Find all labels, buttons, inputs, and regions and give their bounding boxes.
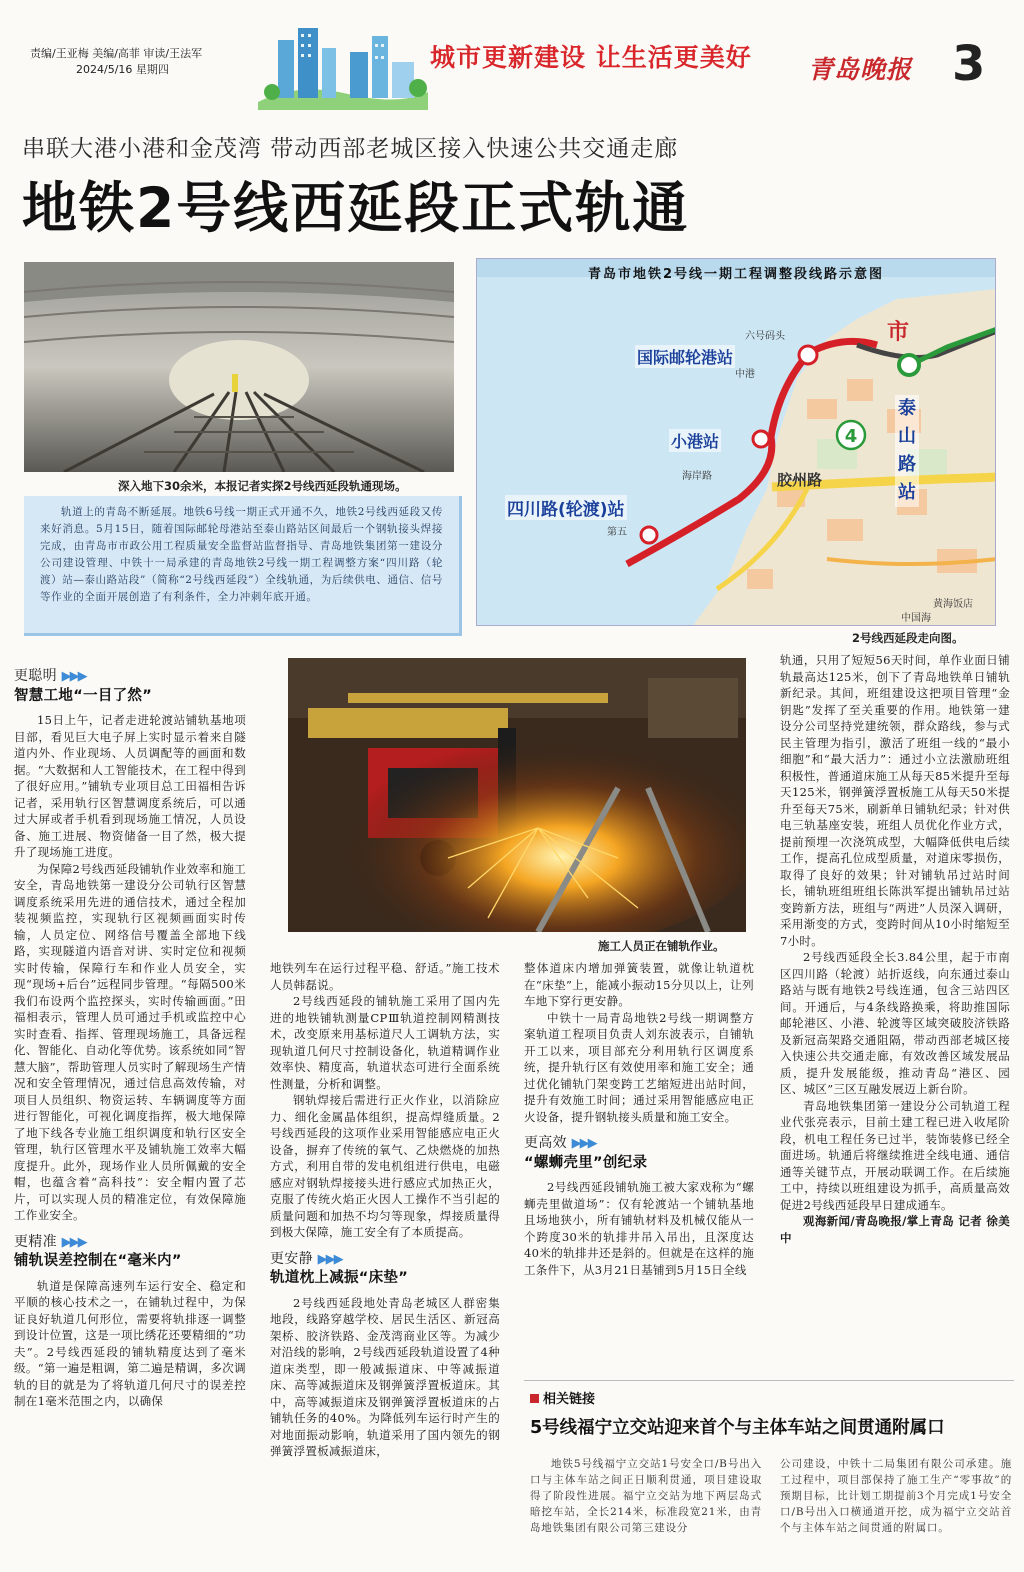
station-label-sichuan-road: 四川路(轮渡)站	[505, 495, 627, 520]
track-laying-photo	[288, 658, 746, 932]
column-3	[524, 960, 754, 1278]
section-kicker-precise: 更精准 ▶▶▶	[14, 1233, 86, 1250]
section-kicker-efficient: 更高效 ▶▶▶	[524, 1135, 596, 1151]
paragraph: 轨道是保障高速列车运行安全、稳定和平顺的核心技术之一，在铺轨过程中，为保证良好轨道几何形位，需要将轨排逐一调整到设计位置，这是一项比绣花还要精细的“功夫”。2号线西延段的铺轨精度达到了毫米级。“第一遍是粗调，第二遍是精调，多次调轨的目的就是为了将轨道几何尺寸的误差控制在1毫米范围之内，以确保	[14, 1278, 246, 1408]
editor-credits: 责编/王亚梅 美编/高菲 审读/王法军	[30, 47, 203, 60]
related-link-tag: 相关链接	[530, 1388, 595, 1407]
section-title-smart-site: 智慧工地“一目了然”	[14, 687, 153, 704]
issue-date: 2024/5/16 星期四	[76, 63, 169, 76]
paragraph: 青岛地铁集团第一建设分公司轨道工程业代张亮表示，目前土建工程已进入收尾阶段，机电工程任务已过半，装饰装修已经全面进场。轨通后将继续推进全线电通、通信通等关键节点，开展动联调工作。在后续施工中，持续以班组建设为抓手，高质量高效促进2号线西延段早日建成通车。	[780, 1098, 1010, 1212]
station-label-cruise-port: 国际邮轮港站	[635, 345, 735, 368]
paragraph: 2号线西延段的铺轨施工采用了国内先进的地铁铺轨测量CPⅢ轨道控制网精测技术，改变原来用基标道尺人工调轨方法，实现轨道几何尺寸控制设备化，轨道精调作业效率快、精度高，轨道状态可进行全面系统性测量，分析和调整。	[270, 994, 500, 1091]
column-4	[780, 652, 1010, 1246]
related-column-right	[780, 1456, 1012, 1536]
section-slogan: 城市更新建设 让生活更美好	[430, 43, 752, 72]
section-title-record: “螺蛳壳里”创纪录	[524, 1154, 648, 1171]
map-place-label: 海岸路	[682, 471, 712, 482]
city-skyline-illustration	[258, 22, 428, 110]
map-caption: 2号线西延段走向图。	[852, 631, 964, 645]
byline: 观海新闻/青岛晚报/掌上青岛 记者 徐美中	[780, 1214, 1010, 1245]
kicker-arrows-icon: ▶▶▶	[571, 1136, 596, 1151]
map-title: 青岛市地铁2号线一期工程调整段线路示意图	[587, 267, 885, 282]
article-headline: 地铁2号线西延段正式轨通	[22, 176, 690, 240]
tunnel-photo-caption: 深入地下30余米，本报记者实探2号线西延段轨通现场。	[118, 479, 407, 493]
paragraph: 2号线西延段地处青岛老城区人群密集地段，线路穿越学校、居民生活区、新冠高架桥、胶济铁路、金茂湾商业区等。为减少对沿线的影响，2号线西延段轨道设置了4种道床类型，即一般减振道床、中等减振道床、高等减振道床及钢弹簧浮置板道床。其中，高等减振道床及钢弹簧浮置板道床的占铺轨任务的40%。为降低列车运行时产生的对地面振动影响，轨道采用了国内领先的钢弹簧浮置板减振道床，	[270, 1295, 500, 1458]
column-2	[270, 960, 500, 1460]
station-label-xiaogang: 小港站	[669, 429, 721, 452]
newspaper-logo: 青岛晚报	[808, 55, 913, 84]
related-headline: 5号线福宁立交站迎来首个与主体车站之间贯通附属口	[530, 1418, 945, 1438]
tunnel-photo	[24, 262, 454, 472]
page-number: 3	[952, 36, 986, 92]
kicker-arrows-icon: ▶▶▶	[317, 1251, 342, 1267]
map-place-label: 黄海饭店	[933, 599, 973, 610]
column-1	[14, 668, 246, 1410]
map-place-label: 胶州路	[777, 471, 823, 489]
paragraph: 整体道床内增加弹簧装置，就像让轨道枕在“床垫”上，能减小振动15分贝以上，让列车地下穿行更安静。	[524, 961, 754, 1008]
article-deck: 串联大港小港和金茂湾 带动西部老城区接入快速公共交通走廊	[22, 136, 679, 162]
kicker-arrows-icon: ▶▶▶	[61, 669, 86, 684]
line-4-badge: 4	[844, 426, 858, 447]
paragraph: 地铁5号线福宁立交站1号安全口/B号出入口与主体车站之间正日顺利贯通，项目建设取得了阶段性进展。福宁立交站为地下两层岛式暗挖车站，全长214米，标准段宽21米，由青岛地铁集团有限公司第三建设分	[530, 1458, 762, 1534]
paragraph: 中铁十一局青岛地铁2号线一期调整方案轨道工程项目负责人刘东波表示，自铺轨开工以来，项目部充分利用轨行区调度系统，提升轨行区有效使用率和施工安全；通过优化铺轨门架变跨工艺缩短进出站时间，提升有效施工时间；通过采用智能感应电正火设备，提升钢轨接头质量和施工安全。	[524, 1010, 754, 1124]
route-map	[476, 258, 996, 626]
related-column-left	[530, 1456, 762, 1536]
paragraph: 为保障2号线西延段铺轨作业效率和施工安全，青岛地铁第一建设分公司轨行区智慧调度系统采用先进的通信技术，通过全程加装视频监控，实现轨行区视频画面实时传输，人员定位、网络信号覆盖全部地下线路，实现隧道内语音对讲、实时定位和视频实时传输，保障行车和作业人员安全，实现“现场+后台”远程同步管理。“每隔500米我们布设两个监控探头，实时传输画面。”田福相表示，管理人员可通过手机或监控中心实时查看、指挥、管理现场施工，具备远程化、智能化、自动化等优势。该系统如同“智慧大脑”，帮助管理人员实时了解现场生产情况和安全管理情况，通过信息高效传输，对项目人员组织、物资运转、车辆调度等方面进行智能化，可视化调度指挥，极大地保障了地下线各专业施工组织调度和轨行区安全管理，轨行区管理水平及铺轨施工效率大幅度提升。此外，现场作业人员所佩戴的安全帽，也蕴含着“高科技”：安全帽内置了芯片，可以实现人员的精准定位，有效保障施工作业安全。	[14, 861, 246, 1222]
paragraph: 钢轨焊接后需进行正火作业，以消除应力、细化金属晶体组织，提高焊缝质量。2号线西延段的这项作业采用智能感应电正火设备，摒弃了传统的氧气、乙炔燃烧的加热方式，利用自带的发电机组进行供电，电磁感应对钢轨焊接接头进行感应式加热正火，克服了传统火焰正火因人工操作不当引起的质量问题和加热不均匀等现象，焊接质量得到极大保障，施工安全有了本质提高。	[270, 1093, 500, 1239]
kicker-arrows-icon: ▶▶▶	[61, 1234, 86, 1250]
article-intro: 轨道上的青岛不断延展。地铁6号线一期正式开通不久，地铁2号线西延段又传来好消息。5月15日，随着国际邮轮母港站至泰山路站区间最后一个钢轨接头焊接完成，由青岛市市政公用工程质量安全监督站监督指导、青岛地铁集团第一建设分公司建设管理、中铁十一局承建的青岛地铁2号线一期工程调整方案“四川路（轮渡）站—泰山路站段”（简称“2号线西延段”）全线轨通，为后续供电、通信、信号等作业的全面开展创造了有利条件，全力冲刺年底开通。	[24, 496, 462, 636]
map-place-label: 中国海	[901, 613, 931, 624]
map-place-label: 市	[887, 320, 910, 345]
track-laying-photo-caption: 施工人员正在铺轨作业。	[598, 939, 725, 953]
section-title-mattress: 轨道枕上减振“床垫”	[270, 1270, 409, 1286]
edition-meta	[30, 46, 270, 78]
map-place-label: 中港	[735, 369, 755, 380]
paragraph: 轨通，只用了短短56天时间，单作业面日铺轨最高达125米，创下了青岛地铁单日铺轨新纪录。其间，班组建设这把项目管理“金钥匙”发挥了至关重要的作用。地铁第一建设分公司坚持党建统领，群众路线，参与式民主管理为指引，激活了班组一线的“最小细胞”和“最大活力”：通过小立法激励班组积极性，普通道床施工从每天85米提升至每天125米，钢弹簧浮置板施工从每天50米提升至每天75米，刷新单日铺轨纪录；针对供电三轨基座安装，班组人员优化作业方式，提前预埋一次浇筑成型，大幅降低供电后续工作，提高孔位成型质量，对道床零损伤，取得了良好的效果；针对铺轨吊过站时间长，铺轨班组班组长陈洪军提出铺轨吊过站变跨新方法，班组与“两进”人员深入调研，采用渐变的方式，变跨时间从10小时缩短至7小时。	[780, 653, 1010, 948]
paragraph: 2号线西延段全长3.84公里，起于市南区四川路（轮渡）站折返线，向东通过泰山路站与既有地铁2号线连通，包含三站四区间。开通后，与4条线路换乘，将助推国际邮轮港区、小港、轮渡等区域突破胶济铁路及新冠高架路交通阻隔，带动西部老城区接入快速公共交通走廊，有效改善区域发展品质，提升发展能级，推动青岛“港区、园区、城区”三区互融发展迈上新台阶。	[780, 950, 1010, 1096]
map-place-label: 六号码头	[745, 331, 785, 342]
section-title-millimeter: 铺轨误差控制在“毫米内”	[14, 1253, 182, 1269]
paragraph: 公司建设，中铁十二局集团有限公司承建。施工过程中，项目部保持了施工生产“零事故”的预期目标，比计划工期提前3个月完成1号安全口/B号出入口横通道开挖，成为福宁立交站首个与主体车站之间贯通的附属口。	[780, 1458, 1012, 1534]
section-kicker-smarter: 更聪明 ▶▶▶	[14, 668, 86, 684]
paragraph: 15日上午，记者走进轮渡站铺轨基地项目部，看见巨大电子屏上实时显示着来自隧道内外、作业现场、人员调配等的画面和数据。“大数据和人工智能技术，在工程中得到了很好应用。”铺轨专业项目总工田福相告诉记者，采用轨行区智慧调度系统后，可以通过大屏或者手机看到现场施工情况，人员设备、施工进展、物资储备一目了然，极大提升了现场施工进度。	[14, 713, 246, 859]
red-square-icon	[530, 1394, 539, 1403]
related-divider	[524, 1380, 1014, 1381]
map-place-label: 第五	[607, 527, 627, 538]
station-label-taishan-road: 泰山路站	[895, 395, 919, 507]
section-kicker-quieter: 更安静 ▶▶▶	[270, 1250, 342, 1267]
paragraph: 地铁列车在运行过程平稳、舒适。”施工技术人员韩磊说。	[270, 961, 500, 992]
paragraph: 2号线西延段铺轨施工被大家戏称为“螺蛳壳里做道场”：仅有轮渡站一个铺轨基地且场地狭小，所有铺轨材料及机械仅能从一个跨度30米的轨排井吊入吊出，且深度达40米的轨排井还是斜的。但就是在这样的施工条件下，从3月21日基铺到5月15日全线	[524, 1180, 754, 1277]
